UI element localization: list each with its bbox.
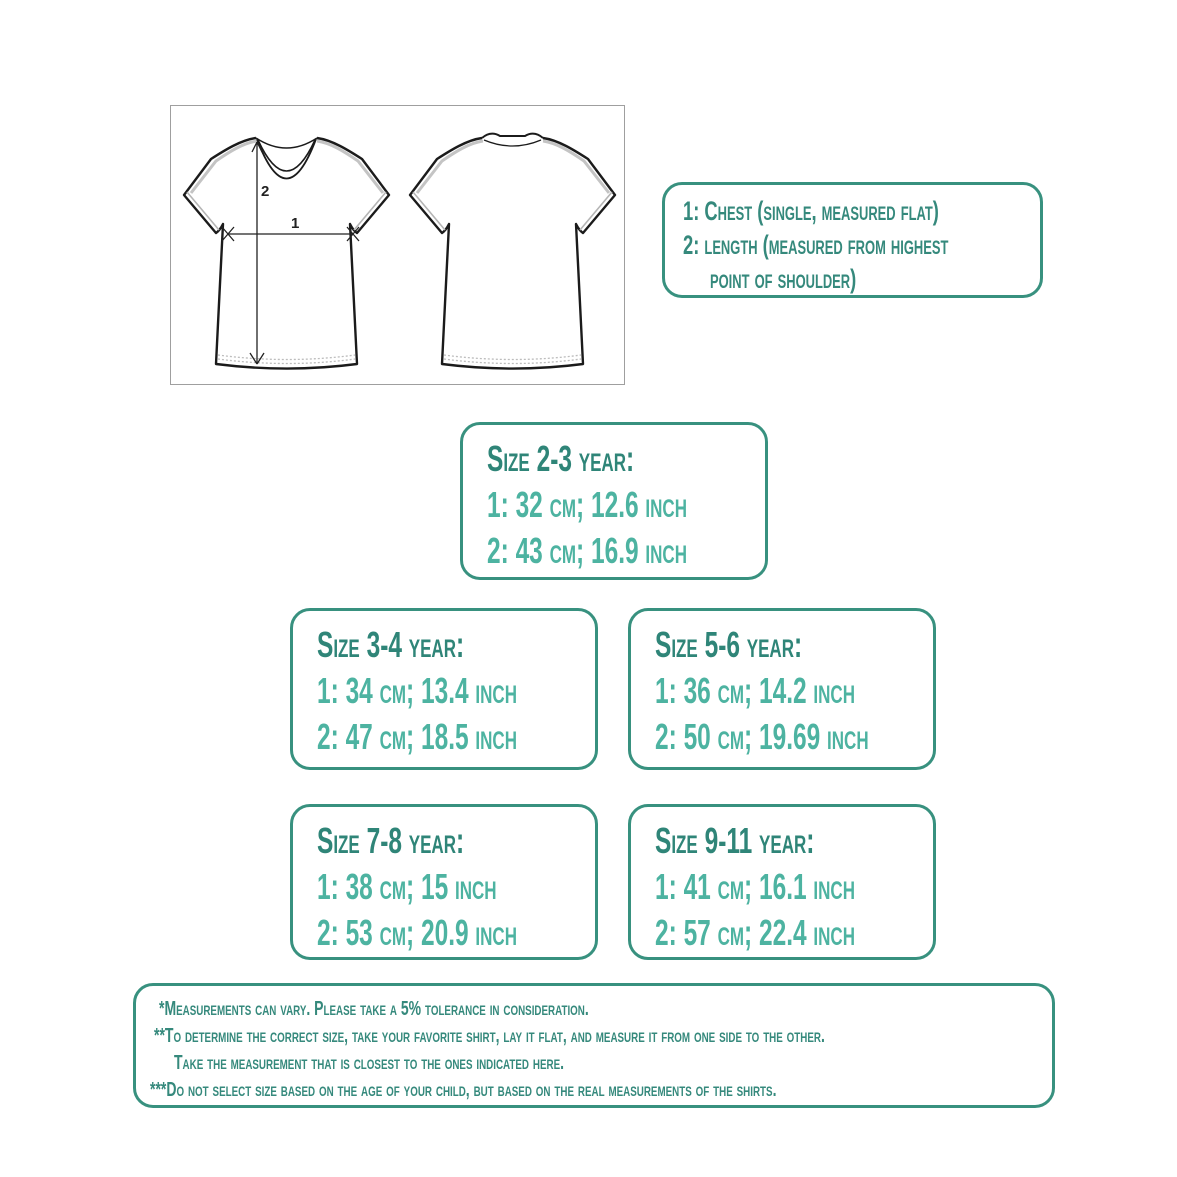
size-length-measurement: 2: 50 cm; 19.69 inch — [655, 716, 869, 757]
size-title: Size 5-6 year: — [655, 624, 803, 665]
size-box-7-8-year — [290, 804, 598, 960]
size-length-measurement: 2: 57 cm; 22.4 inch — [655, 912, 855, 953]
size-chest-measurement: 1: 38 cm; 15 inch — [317, 866, 497, 907]
tshirt-sketch-icon — [171, 106, 624, 384]
size-box-5-6-year — [628, 608, 936, 770]
size-chest-measurement: 1: 32 cm; 12.6 inch — [487, 484, 687, 525]
size-length-measurement: 2: 43 cm; 16.9 inch — [487, 530, 687, 571]
length-marker-label: 2 — [261, 183, 270, 200]
tshirt-diagram — [170, 105, 625, 385]
tshirt-front — [184, 138, 389, 369]
chest-marker-label: 1 — [291, 215, 300, 232]
legend-line-1: 1: Chest (single, measured flat) — [683, 196, 939, 226]
size-title: Size 9-11 year: — [655, 820, 815, 861]
footnote-how-to-measure: **To determine the correct size, take your favorite shirt, lay it flat, and measure it from one side to the other. — [154, 1025, 825, 1047]
size-box-3-4-year — [290, 608, 598, 770]
legend-line-3: point of shoulder) — [710, 264, 857, 294]
measurement-arrows — [222, 142, 359, 364]
footnotes-box — [133, 983, 1055, 1108]
size-chest-measurement: 1: 36 cm; 14.2 inch — [655, 670, 855, 711]
size-chest-measurement: 1: 41 cm; 16.1 inch — [655, 866, 855, 907]
size-length-measurement: 2: 53 cm; 20.9 inch — [317, 912, 517, 953]
size-title: Size 7-8 year: — [317, 820, 465, 861]
size-box-9-11-year — [628, 804, 936, 960]
footnote-age-warning: ***Do not select size based on the age of your child, but based on the real measurements of the shirts. — [150, 1079, 777, 1101]
size-chest-measurement: 1: 34 cm; 13.4 inch — [317, 670, 517, 711]
size-title: Size 3-4 year: — [317, 624, 465, 665]
legend-line-2: 2: length (measured from highest — [683, 230, 949, 260]
tshirt-back — [410, 134, 615, 369]
footnote-how-to-measure-cont: Take the measurement that is closest to the ones indicated here. — [174, 1052, 564, 1074]
size-title: Size 2-3 year: — [487, 438, 635, 479]
footnote-tolerance: *Measurements can vary. Please take a 5% tolerance in consideration. — [159, 998, 589, 1020]
legend-box — [662, 182, 1043, 298]
size-length-measurement: 2: 47 cm; 18.5 inch — [317, 716, 517, 757]
size-box-2-3-year — [460, 422, 768, 580]
